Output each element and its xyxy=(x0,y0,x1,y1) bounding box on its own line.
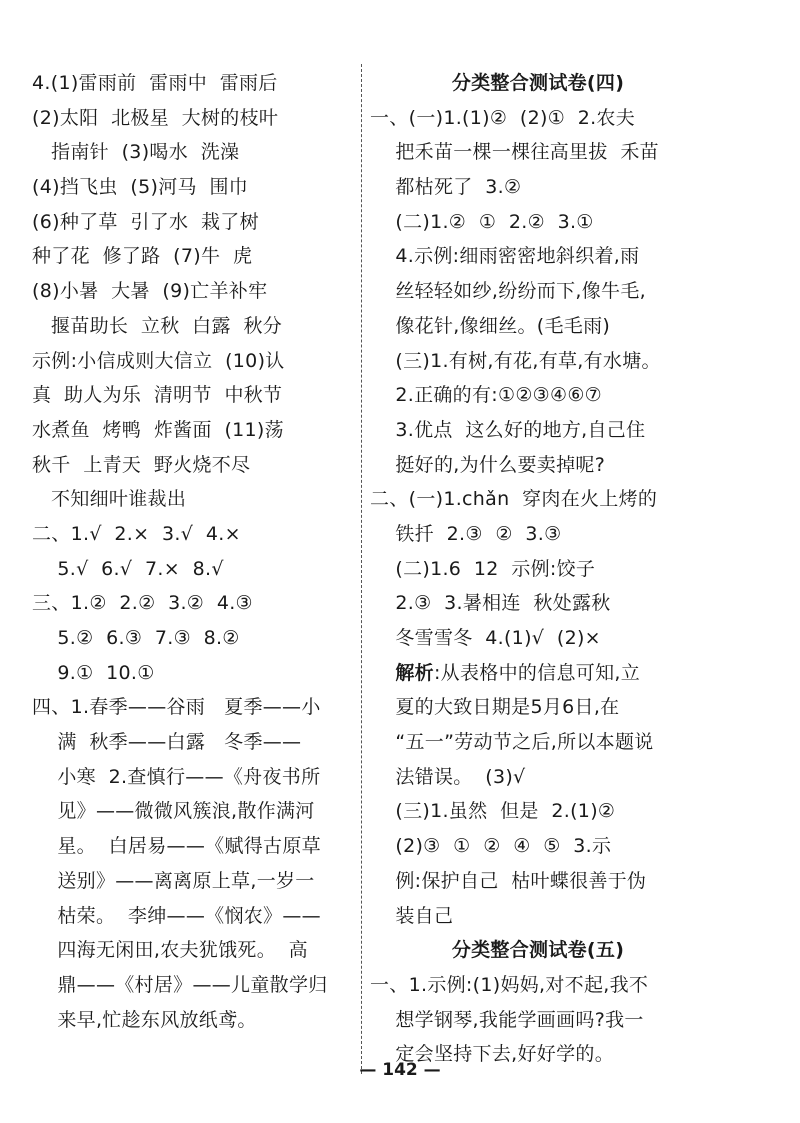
answer-line: 示例:小信成则大信立 (10)认 xyxy=(32,349,285,372)
answer-line: (6)种了草 引了水 栽了树 xyxy=(32,210,259,233)
answer-line: 一、1.示例:(1)妈妈,对不起,我不 xyxy=(370,973,649,996)
answer-line: 2.正确的有:①②③④⑥⑦ xyxy=(370,384,602,407)
answer-line: 揠苗助长 立秋 白露 秋分 xyxy=(32,314,283,337)
answer-line: 5.√ 6.√ 7.× 8.√ xyxy=(32,557,224,580)
answer-line: 5.② 6.③ 7.③ 8.② xyxy=(32,627,240,649)
answer-line: 想学钢琴,我能学画画吗?我一 xyxy=(370,1008,644,1031)
analysis-continued xyxy=(370,690,706,933)
answer-line: 把禾苗一棵一棵往高里拔 禾苗 xyxy=(370,141,659,164)
answer-line: 冬雪雪冬 4.(1)√ (2)× xyxy=(370,627,601,649)
answer-line: 来早,忙趁东风放纸鸢。 xyxy=(32,1008,257,1031)
answer-line: 4.(1)雷雨前 雷雨中 雷雨后 xyxy=(32,72,278,94)
answer-line: 不知细叶谁裁出 xyxy=(32,488,187,511)
answer-line: 三、1.② 2.② 3.② 4.③ xyxy=(32,592,253,615)
answer-line: (2)③ ① ② ④ ⑤ 3.示 xyxy=(370,835,612,858)
answer-line: (三)1.有树,有花,有草,有水塘。 xyxy=(370,349,661,372)
answer-line: 9.① 10.① xyxy=(32,661,155,684)
right-column xyxy=(370,66,706,1072)
answer-line: (二)1.② ① 2.② 3.① xyxy=(370,210,594,233)
page-number: — 142 — xyxy=(359,1060,441,1080)
answer-line: 四、1.春季——谷雨 夏季——小 xyxy=(32,696,321,719)
answer-line: 小寒 2.查慎行——《舟夜书所 xyxy=(32,765,321,788)
answer-line: 夏的大致日期是5月6日,在 xyxy=(370,696,620,719)
test-4-answers xyxy=(370,101,706,656)
answer-line: 都枯死了 3.② xyxy=(370,176,522,199)
answer-line: 3.优点 这么好的地方,自己住 xyxy=(370,418,646,441)
answer-line: 真 助人为乐 清明节 中秋节 xyxy=(32,384,283,407)
answer-line: 枯荣。 李绅——《悯农》—— xyxy=(32,904,321,927)
answer-line: 星。 白居易——《赋得古原草 xyxy=(32,835,321,858)
answer-line: 满 秋季——白露 冬季—— xyxy=(32,731,302,754)
answer-line: (8)小暑 大暑 (9)亡羊补牢 xyxy=(32,280,268,303)
answer-line: (二)1.6 12 示例:饺子 xyxy=(370,557,596,580)
answer-line: 秋千 上青天 野火烧不尽 xyxy=(32,453,251,476)
answer-line: 送别》——离离原上草,一岁一 xyxy=(32,869,315,892)
answer-line: 丝轻轻如纱,纷纷而下,像牛毛, xyxy=(370,280,646,303)
answer-line: 挺好的,为什么要卖掉呢? xyxy=(370,453,606,476)
answer-line: 鼎——《村居》——儿童散学归 xyxy=(32,973,328,996)
answer-line: 例:保护自己 枯叶蝶很善于伪 xyxy=(370,869,647,892)
answer-line: 4.示例:细雨密密地斜织着,雨 xyxy=(370,245,640,268)
left-column xyxy=(32,66,358,1037)
answer-line: 水煮鱼 烤鸭 炸酱面 (11)荡 xyxy=(32,418,284,441)
answer-line: 一、(一)1.(1)② (2)① 2.农夫 xyxy=(370,106,636,129)
answer-line: 法错误。 (3)√ xyxy=(370,765,526,788)
answer-line: (三)1.虽然 但是 2.(1)② xyxy=(370,800,616,823)
answer-line: 装自己 xyxy=(370,904,454,927)
answer-line: 二、1.√ 2.× 3.√ 4.× xyxy=(32,522,241,545)
answer-line: 四海无闲田,农夫犹饿死。 高 xyxy=(32,939,308,962)
test-5-answers xyxy=(370,968,706,1072)
column-divider xyxy=(361,64,362,1074)
test-heading-4: 分类整合测试卷(四) xyxy=(451,72,625,94)
answer-line: 种了花 修了路 (7)牛 虎 xyxy=(32,245,253,268)
answer-line: 见》——微微风簇浪,散作满河 xyxy=(32,800,315,823)
test-heading-5: 分类整合测试卷(五) xyxy=(451,939,625,962)
analysis-line xyxy=(370,656,706,691)
answer-line: (4)挡飞虫 (5)河马 围巾 xyxy=(32,176,249,199)
answer-line: 定会坚持下去,好好学的。 xyxy=(370,1043,614,1066)
answer-line: 像花针,像细丝。(毛毛雨) xyxy=(370,314,611,337)
answer-line: 指南针 (3)喝水 洗澡 xyxy=(32,141,240,164)
answer-line: “五一”劳动节之后,所以本题说 xyxy=(370,731,654,754)
answer-line: 铁扦 2.③ ② 3.③ xyxy=(370,522,562,545)
answer-line: 二、(一)1.chǎn 穿肉在火上烤的 xyxy=(370,488,658,511)
analysis-text: :从表格中的信息可知,立 xyxy=(433,661,641,684)
analysis-label: 解析 xyxy=(395,661,434,684)
answer-line: 2.③ 3.暑相连 秋处露秋 xyxy=(370,592,611,615)
answer-line: (2)太阳 北极星 大树的枝叶 xyxy=(32,106,279,129)
